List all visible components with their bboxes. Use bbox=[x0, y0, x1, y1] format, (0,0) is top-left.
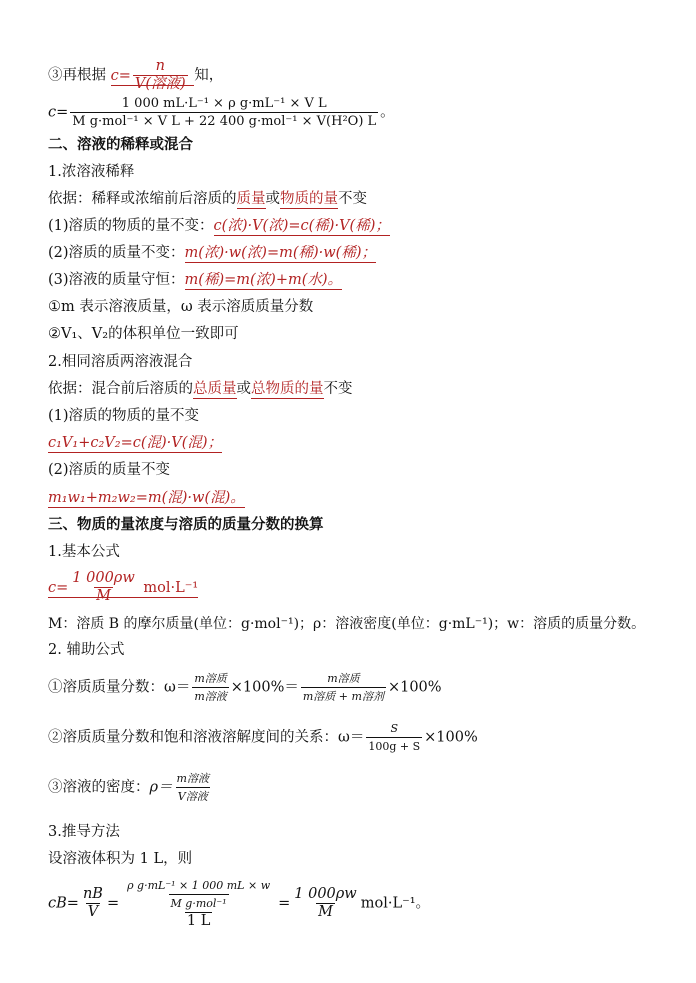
numerator: m溶质 bbox=[327, 672, 360, 685]
formula-label: ①溶质质量分数：ω＝ bbox=[48, 679, 191, 696]
var-c: c= bbox=[110, 67, 131, 84]
var-c: c= bbox=[48, 579, 69, 596]
subheading: 1.浓溶液稀释 bbox=[48, 164, 135, 180]
numerator: m溶质 bbox=[194, 672, 227, 685]
fraction bbox=[81, 886, 105, 921]
numerator: S bbox=[390, 722, 398, 735]
assumption: 设溶液体积为 1 L，则 bbox=[48, 851, 193, 867]
denominator: M bbox=[318, 904, 333, 920]
basis-line bbox=[48, 189, 367, 209]
denominator: 1 L bbox=[186, 913, 211, 929]
rule-label: (2)溶质的质量不变 bbox=[48, 462, 171, 478]
denominator: 100g + S bbox=[366, 737, 422, 755]
formula-c-n-v bbox=[48, 58, 223, 93]
unit: mol·L⁻¹ bbox=[143, 579, 199, 596]
text: 或 bbox=[236, 381, 251, 397]
basic-formula bbox=[48, 570, 198, 605]
rule-formula: m₁w₁+m₂w₂=m(混)·w(混)。 bbox=[48, 490, 245, 506]
note: ②V₁、V₂的体积单位一致即可 bbox=[48, 326, 239, 342]
numerator: 1 000ρw bbox=[294, 886, 357, 902]
fraction bbox=[292, 886, 358, 921]
denominator: M g·mol⁻¹ bbox=[169, 894, 229, 912]
formula-label: ②溶质质量分数和饱和溶液溶解度间的关系：ω＝ bbox=[48, 729, 365, 746]
rule-formula: c(浓)·V(浓)=c(稀)·V(稀)； bbox=[213, 218, 390, 234]
text: ×100%＝ bbox=[230, 679, 299, 696]
answer-underline: 总物质的量 bbox=[251, 381, 324, 397]
fraction bbox=[70, 95, 378, 130]
text: 依据：稀释或浓缩前后溶质的 bbox=[48, 191, 237, 207]
rule-line bbox=[48, 243, 376, 263]
text: 不变 bbox=[338, 191, 367, 207]
note: ①m 表示溶液质量，ω 表示溶质质量分数 bbox=[48, 299, 314, 315]
denominator: M g·mol⁻¹ × V L + 22 400 g·mol⁻¹ × V(H²O) L bbox=[72, 114, 377, 129]
text: 依据：混合前后溶质的 bbox=[48, 381, 193, 397]
text: 或 bbox=[265, 191, 280, 207]
equals: = bbox=[106, 895, 120, 912]
fraction bbox=[175, 770, 211, 805]
numerator: 1 000 mL·L⁻¹ × ρ g·mL⁻¹ × V L bbox=[121, 96, 327, 111]
rule-formula: m(稀)=m(浓)+m(水)。 bbox=[184, 272, 343, 288]
denominator: V bbox=[87, 904, 99, 920]
aux-formula-2 bbox=[48, 720, 478, 755]
text-suffix: 知， bbox=[194, 67, 224, 84]
text: ×100% bbox=[387, 679, 442, 696]
var-cb: cB= bbox=[48, 895, 79, 912]
aux-formula-3 bbox=[48, 770, 213, 805]
fraction bbox=[133, 58, 188, 93]
text-prefix: ③再根据 bbox=[48, 67, 106, 84]
subheading: 1.基本公式 bbox=[48, 544, 120, 560]
numerator: 1 000ρw bbox=[72, 570, 135, 586]
subheading: 2. 辅助公式 bbox=[48, 642, 125, 658]
aux-formula-1 bbox=[48, 670, 442, 705]
formula-c-big bbox=[48, 95, 395, 130]
rule-label: (3)溶液的质量守恒： bbox=[48, 272, 185, 288]
fraction bbox=[70, 570, 136, 605]
definition: M：溶质 B 的摩尔质量(单位：g·mol⁻¹)；ρ：溶液密度(单位：g·mL⁻¹)；w：溶质的质量分数。 bbox=[48, 616, 646, 632]
answer-underline: 质量 bbox=[236, 191, 266, 207]
fraction bbox=[366, 720, 422, 755]
subheading: 3.推导方法 bbox=[48, 824, 120, 840]
denominator: V溶液 bbox=[176, 787, 210, 805]
text: 不变 bbox=[323, 381, 353, 397]
rule-line bbox=[48, 488, 245, 508]
rule-formula: c₁V₁+c₂V₂=c(混)·V(混)； bbox=[48, 435, 223, 451]
denominator: M bbox=[96, 588, 111, 604]
denominator: m溶液 bbox=[192, 687, 228, 705]
fraction bbox=[192, 670, 228, 705]
formula-label: ③溶液的密度： bbox=[48, 779, 150, 796]
inner-fraction bbox=[125, 877, 272, 912]
derivation-formula bbox=[48, 877, 430, 930]
formula-underlined bbox=[110, 58, 195, 92]
equals: = bbox=[278, 895, 291, 912]
answer-underline: 物质的量 bbox=[280, 191, 338, 207]
text: ×100% bbox=[424, 729, 478, 746]
var-c: c= bbox=[48, 104, 69, 121]
subheading: 2.相同溶质两溶液混合 bbox=[48, 354, 193, 370]
rule-label: (1)溶质的物质的量不变： bbox=[48, 218, 214, 234]
denominator: m溶质 + m溶剂 bbox=[301, 687, 386, 705]
fraction bbox=[301, 670, 386, 705]
rule-line bbox=[48, 433, 222, 453]
rule-label: (2)溶质的质量不变： bbox=[48, 245, 185, 261]
section-title: 二、溶液的稀释或混合 bbox=[48, 136, 193, 153]
numerator: m溶液 bbox=[176, 772, 209, 785]
answer-underline: 总质量 bbox=[193, 381, 237, 397]
rule-label: (1)溶质的物质的量不变 bbox=[48, 408, 200, 424]
basis-line bbox=[48, 379, 353, 399]
numerator: ρ g·mL⁻¹ × 1 000 mL × w bbox=[127, 879, 271, 892]
numerator: n bbox=[155, 58, 165, 74]
rule-formula: m(浓)·w(浓)=m(稀)·w(稀)； bbox=[184, 245, 376, 261]
numerator bbox=[121, 877, 276, 912]
rule-line bbox=[48, 270, 342, 290]
section-title: 三、物质的量浓度与溶质的质量分数的换算 bbox=[48, 516, 324, 533]
compound-fraction bbox=[121, 877, 276, 930]
var-rho: ρ＝ bbox=[149, 779, 173, 796]
rule-line bbox=[48, 216, 390, 236]
unit: mol·L⁻¹。 bbox=[360, 895, 431, 912]
denominator: V(溶液) bbox=[134, 76, 186, 92]
text-suffix: 。 bbox=[380, 104, 395, 121]
numerator: nB bbox=[82, 886, 103, 902]
